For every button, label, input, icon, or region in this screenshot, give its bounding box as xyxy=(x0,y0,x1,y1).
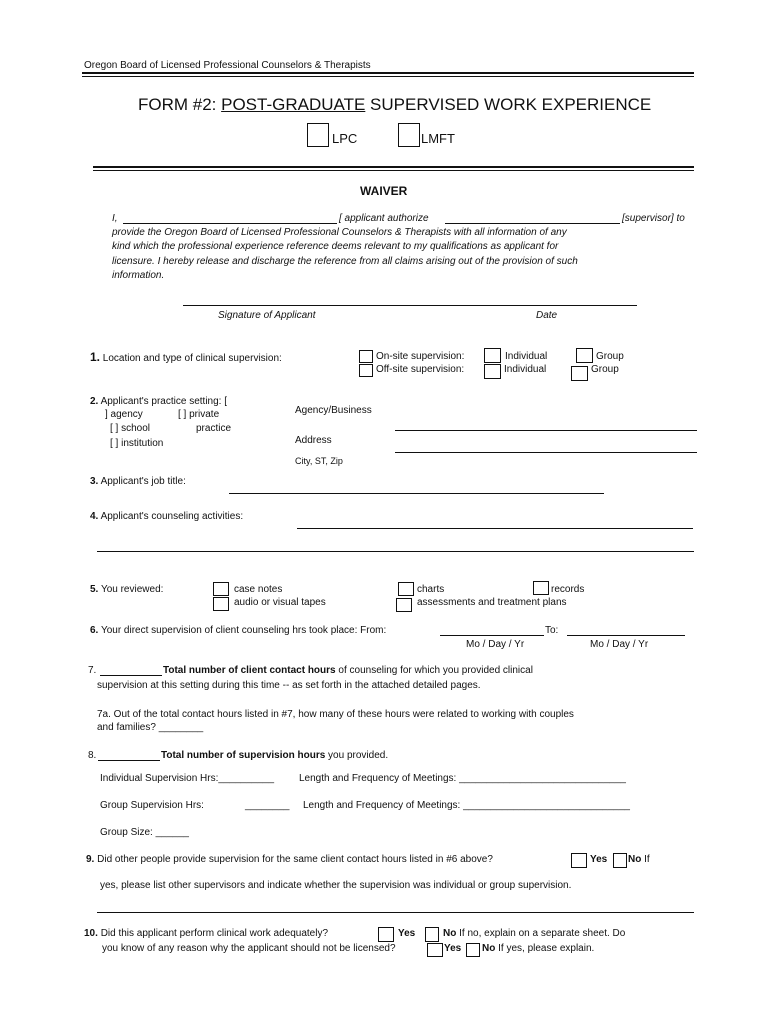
q2-line: 2. Applicant's practice setting: [ xyxy=(90,396,227,407)
q9-line2: yes, please list other supervisors and indicate whether the supervision was individual or group supervision. xyxy=(100,880,572,891)
q2-practice-label: practice xyxy=(196,423,232,434)
lmft-label: LMFT xyxy=(421,131,455,146)
group-length-field[interactable]: Length and Frequency of Meetings: ______________________________ xyxy=(303,800,630,811)
agency-label: Agency/Business xyxy=(295,405,372,416)
header-divider xyxy=(82,72,694,77)
individual-label: Individual xyxy=(504,364,547,375)
group-label: Group xyxy=(596,351,624,362)
signature-line[interactable] xyxy=(183,305,637,306)
q9-yes-label: Yes xyxy=(590,854,608,865)
waiver-text-line: licensure. I hereby release and discharge the reference from all claims arising out of the provision of such xyxy=(112,256,578,267)
q9-no-label: No If xyxy=(628,854,650,865)
client-hours-field[interactable] xyxy=(100,675,162,676)
q1-label: 1. Location and type of clinical supervision: xyxy=(90,350,282,364)
case-notes-checkbox[interactable] xyxy=(213,582,229,596)
from-date-field[interactable] xyxy=(440,635,544,636)
q10-yes-label: Yes xyxy=(398,928,416,939)
address-field[interactable] xyxy=(395,452,697,453)
q9-yes-checkbox[interactable] xyxy=(571,853,587,868)
q7-label: Total number of client contact hours of counseling for which you provided clinical xyxy=(163,665,533,676)
onsite-checkbox[interactable] xyxy=(359,350,373,363)
audio-label: audio or visual tapes xyxy=(234,597,326,608)
group-size-field[interactable]: Group Size: ______ xyxy=(100,827,189,838)
lpc-checkbox[interactable] xyxy=(307,123,329,147)
individual-checkbox-offsite[interactable] xyxy=(484,364,501,379)
supervision-hours-field[interactable] xyxy=(98,760,160,761)
q10-licensed-no-checkbox[interactable] xyxy=(466,943,480,957)
group-label: Group xyxy=(591,364,619,375)
individual-hrs-field[interactable]: Individual Supervision Hrs:__________ xyxy=(100,773,275,784)
individual-label: Individual xyxy=(505,351,548,362)
q10-label: 10. Did this applicant perform clinical work adequately? xyxy=(84,928,329,939)
records-checkbox[interactable] xyxy=(533,581,549,595)
address-label: Address xyxy=(295,435,332,446)
onsite-label: On-site supervision: xyxy=(376,351,465,362)
date-label: Date xyxy=(536,310,558,321)
to-label: To: xyxy=(545,625,559,636)
activities-field-2[interactable] xyxy=(97,551,694,552)
q10-yes-checkbox[interactable] xyxy=(378,927,394,942)
group-hrs-field[interactable]: ________ xyxy=(245,800,290,811)
q10-line2: you know of any reason why the applicant should not be licensed? xyxy=(102,943,396,954)
supervisor-name-field[interactable] xyxy=(445,223,620,224)
offsite-label: Off-site supervision: xyxy=(376,364,465,375)
applicant-name-field[interactable] xyxy=(123,223,337,224)
offsite-checkbox[interactable] xyxy=(359,364,373,377)
q9-label: 9. Did other people provide supervision for the same client contact hours listed in #6 above? xyxy=(86,854,493,865)
q2-school-option[interactable]: [ ] school xyxy=(110,423,151,434)
lmft-checkbox[interactable] xyxy=(398,123,420,147)
group-hrs-label: Group Supervision Hrs: xyxy=(100,800,204,811)
charts-label: charts xyxy=(417,584,445,595)
date-format-label: Mo / Day / Yr xyxy=(590,639,649,650)
board-name: Oregon Board of Licensed Professional Counselors & Therapists xyxy=(84,60,371,71)
group-checkbox-offsite[interactable] xyxy=(571,366,588,381)
assessments-checkbox[interactable] xyxy=(396,598,412,612)
q10-no-checkbox[interactable] xyxy=(425,927,439,942)
q10-no-label: No If no, explain on a separate sheet. Do xyxy=(443,928,626,939)
form-title: FORM #2: POST-GRADUATE SUPERVISED WORK EXPERIENCE xyxy=(138,95,652,114)
individual-checkbox-onsite[interactable] xyxy=(484,348,501,363)
signature-label: Signature of Applicant xyxy=(218,310,316,321)
to-date-field[interactable] xyxy=(567,635,685,636)
q5-label: 5. You reviewed: xyxy=(90,584,164,595)
q2-agency-option[interactable]: ] agency xyxy=(105,409,143,420)
q10-licensed-yes-label: Yes xyxy=(444,943,462,954)
city-label: City, ST, Zip xyxy=(295,456,343,466)
q7a-line1: 7a. Out of the total contact hours listed in #7, how many of these hours were related to working with couples xyxy=(97,709,574,720)
q4-label: 4. Applicant's counseling activities: xyxy=(90,511,244,522)
q3-label: 3. Applicant's job title: xyxy=(90,476,186,487)
q2-institution-option[interactable]: [ ] institution xyxy=(110,438,164,449)
q6-label: 6. Your direct supervision of client counseling hrs took place: From: xyxy=(90,625,387,636)
other-supervisors-field[interactable] xyxy=(97,912,694,913)
date-format-label: Mo / Day / Yr xyxy=(466,639,525,650)
assessments-label: assessments and treatment plans xyxy=(417,597,567,608)
group-checkbox-onsite[interactable] xyxy=(576,348,593,363)
waiver-text-line: information. xyxy=(112,270,165,281)
case-notes-label: case notes xyxy=(234,584,283,595)
q2-private-option[interactable]: [ ] private xyxy=(178,409,220,420)
waiver-text-line: kind which the professional experience reference deems relevant to my qualifications as applicant for xyxy=(112,241,559,252)
q8-label: Total number of supervision hours you provided. xyxy=(161,750,389,761)
q10-licensed-no-label: No If yes, please explain. xyxy=(482,943,595,954)
q8-num: 8. xyxy=(88,750,97,761)
q7-num: 7. xyxy=(88,665,97,676)
waiver-text-line: provide the Oregon Board of Licensed Professional Counselors & Therapists with all information of any xyxy=(112,227,567,238)
q9-no-checkbox[interactable] xyxy=(613,853,627,868)
audio-checkbox[interactable] xyxy=(213,597,229,611)
waiver-applicant-authorize: [ applicant authorize xyxy=(339,213,429,224)
records-label: records xyxy=(551,584,585,595)
waiver-i: I, xyxy=(112,213,118,224)
charts-checkbox[interactable] xyxy=(398,582,414,596)
lpc-label: LPC xyxy=(332,131,358,146)
waiver-supervisor-to: [supervisor] to xyxy=(622,213,685,224)
waiver-heading: WAIVER xyxy=(360,184,408,198)
title-divider xyxy=(93,166,694,171)
agency-field[interactable] xyxy=(395,430,697,431)
job-title-field[interactable] xyxy=(229,493,604,494)
activities-field[interactable] xyxy=(297,528,693,529)
q7a-line2[interactable]: and families? ________ xyxy=(97,722,204,733)
individual-length-field[interactable]: Length and Frequency of Meetings: ______________________________ xyxy=(299,773,626,784)
q10-licensed-yes-checkbox[interactable] xyxy=(427,943,443,957)
q7-line2: supervision at this setting during this time -- as set forth in the attached detailed pages. xyxy=(97,680,481,691)
